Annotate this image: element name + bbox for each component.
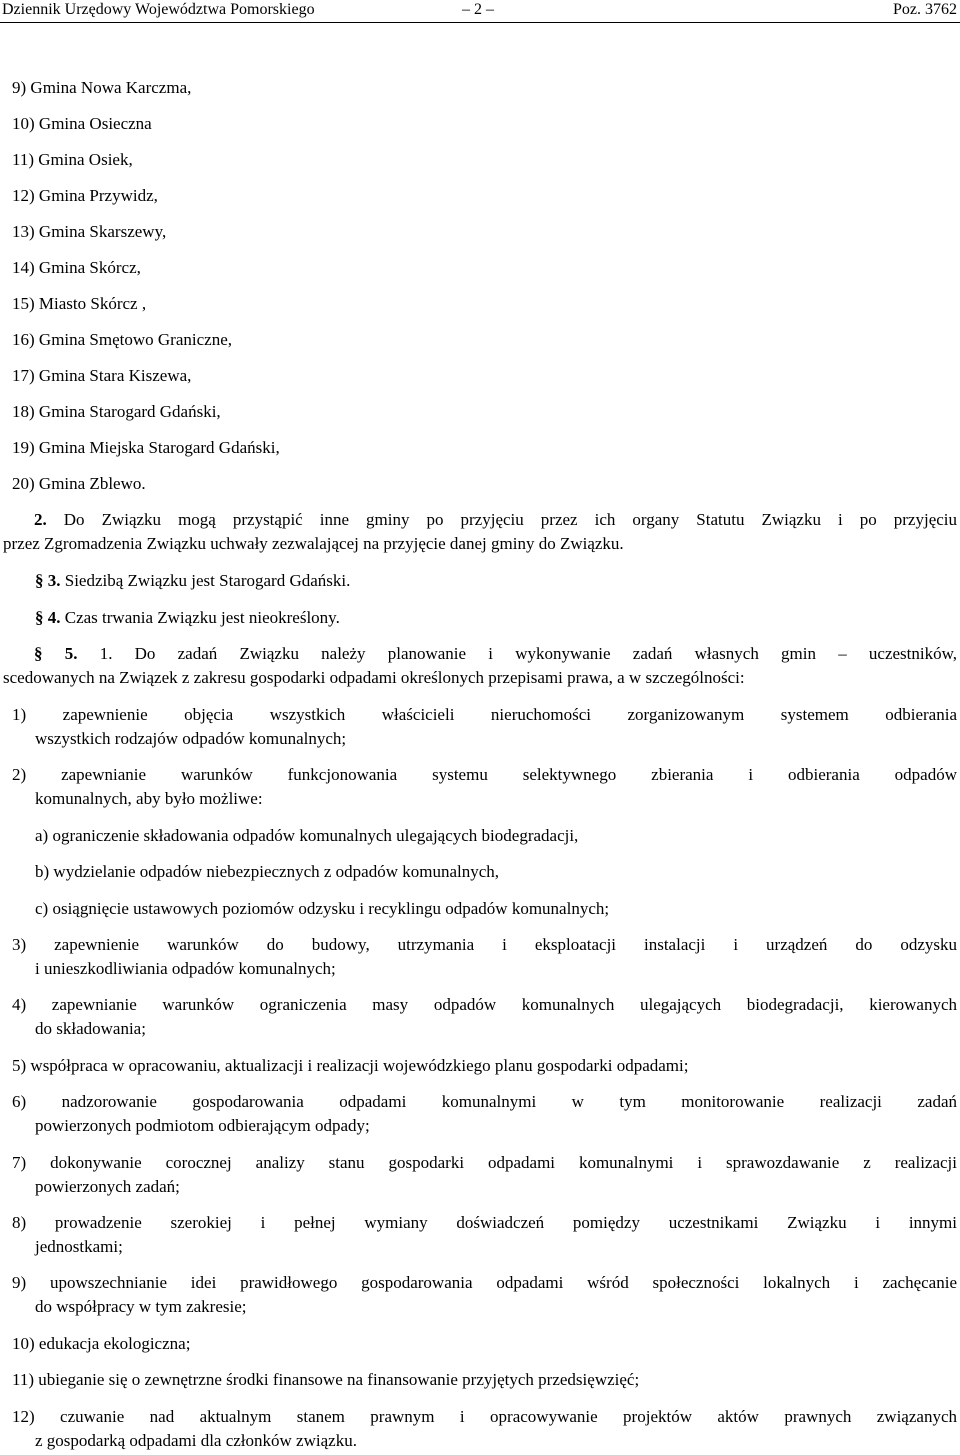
task-line: 2) zapewnianie warunków funkcjonowania systemu selektywnego zbierania i odbierania odpadów	[12, 765, 957, 784]
list-item: 11) Gmina Osiek,	[12, 150, 133, 169]
task-line-continued: powierzonych podmiotom odbierającym odpady;	[35, 1116, 370, 1135]
task-line-continued: z gospodarką odpadami dla członków związku.	[35, 1431, 357, 1450]
list-item: 16) Gmina Smętowo Graniczne,	[12, 330, 232, 349]
task-item	[12, 763, 957, 787]
list-item: 12) Gmina Przywidz,	[12, 186, 158, 205]
list-item: 9) Gmina Nowa Karczma,	[12, 78, 192, 97]
task-item	[12, 1405, 957, 1429]
task-item	[12, 1271, 957, 1295]
task-item	[12, 1090, 957, 1114]
paragraph-number: 2.	[34, 510, 47, 529]
subtask-item: c) osiągnięcie ustawowych poziomów odzysku i recyklingu odpadów komunalnych;	[35, 899, 610, 918]
task-line: 9) upowszechnianie idei prawidłowego gospodarowania odpadami wśród społeczności lokalnych i zachęcanie	[12, 1273, 957, 1292]
paragraph-2	[3, 508, 957, 556]
list-item: 13) Gmina Skarszewy,	[12, 222, 167, 241]
paragraph-line: przez Zgromadzenia Związku uchwały zezwalającej na przyjęcie danej gminy do Związku.	[3, 534, 624, 553]
list-item: 18) Gmina Starogard Gdański,	[12, 402, 221, 421]
task-line: 3) zapewnienie warunków do budowy, utrzymania i eksploatacji instalacji i urządzeń do odzysku	[12, 935, 957, 954]
list-item: 17) Gmina Stara Kiszewa,	[12, 366, 192, 385]
task-item	[12, 703, 957, 727]
section-text: Czas trwania Związku jest nieokreślony.	[64, 608, 340, 627]
list-item: 10) Gmina Osieczna	[12, 114, 152, 133]
task-item: 10) edukacja ekologiczna;	[12, 1334, 191, 1353]
task-item	[12, 1151, 957, 1175]
list-item: 19) Gmina Miejska Starogard Gdański,	[12, 438, 280, 457]
list-item: 20) Gmina Zblewo.	[12, 474, 146, 493]
section-4	[35, 606, 340, 630]
task-item	[12, 993, 957, 1017]
task-item	[12, 1211, 957, 1235]
section-number: § 3.	[35, 571, 61, 590]
journal-title: Dziennik Urzędowy Województwa Pomorskiego	[2, 1, 315, 18]
paragraph-line	[3, 642, 957, 666]
list-item: 14) Gmina Skórcz,	[12, 258, 141, 277]
task-item	[12, 933, 957, 957]
task-line: 1) zapewnienie objęcia wszystkich właścicieli nieruchomości zorganizowanym systemem odbierania	[12, 705, 957, 724]
task-item: 5) współpraca w opracowaniu, aktualizacji i realizacji wojewódzkiego planu gospodarki odpadami;	[12, 1056, 689, 1075]
list-item: 15) Miasto Skórcz ,	[12, 294, 147, 313]
section-text: Siedzibą Związku jest Starogard Gdański.	[64, 571, 351, 590]
task-line-continued: komunalnych, aby było możliwe:	[35, 789, 263, 808]
paragraph-line: scedowanych na Związek z zakresu gospodarki odpadami określonych przepisami prawa, a w szczególności:	[3, 668, 745, 687]
page-number: – 2 –	[462, 1, 494, 18]
section-5	[3, 642, 957, 690]
task-line-continued: i unieszkodliwiania odpadów komunalnych;	[35, 959, 336, 978]
paragraph-line	[3, 508, 957, 532]
subtask-item: b) wydzielanie odpadów niebezpiecznych z odpadów komunalnych,	[35, 862, 500, 881]
section-text: 1. Do zadań Związku należy planowanie i wykonywanie zadań własnych gmin – uczestników,	[99, 644, 957, 663]
task-line-continued: jednostkami;	[35, 1237, 123, 1256]
task-line-continued: do współpracy w tym zakresie;	[35, 1297, 247, 1316]
section-number: § 5.	[34, 644, 78, 663]
task-line: 4) zapewnianie warunków ograniczenia masy odpadów komunalnych ulegających biodegradacji, kierowanych	[12, 995, 957, 1014]
task-line-continued: do składowania;	[35, 1019, 146, 1038]
task-line: 12) czuwanie nad aktualnym stanem prawnym i opracowywanie projektów aktów prawnych związanych	[12, 1407, 957, 1426]
subtask-item: a) ograniczenie składowania odpadów komunalnych ulegających biodegradacji,	[35, 826, 579, 845]
section-number: § 4.	[35, 608, 61, 627]
task-item: 11) ubieganie się o zewnętrzne środki finansowe na finansowanie przyjętych przedsięwzięć;	[12, 1370, 640, 1389]
task-line-continued: powierzonych zadań;	[35, 1177, 180, 1196]
task-line-continued: wszystkich rodzajów odpadów komunalnych;	[35, 729, 347, 748]
task-line: 7) dokonywanie corocznej analizy stanu gospodarki odpadami komunalnymi i sprawozdawanie z realizacji	[12, 1153, 957, 1172]
task-line: 8) prowadzenie szerokiej i pełnej wymiany doświadczeń pomiędzy uczestnikami Związku i innymi	[12, 1213, 957, 1232]
section-3	[35, 569, 350, 593]
position-number: Poz. 3762	[893, 1, 957, 18]
task-line: 6) nadzorowanie gospodarowania odpadami komunalnymi w tym monitorowanie realizacji zadań	[12, 1092, 957, 1111]
paragraph-text: Do Związku mogą przystąpić inne gminy po przyjęciu przez ich organy Statutu Związku i po przyjęciu	[63, 510, 957, 529]
page-header	[0, 0, 960, 23]
